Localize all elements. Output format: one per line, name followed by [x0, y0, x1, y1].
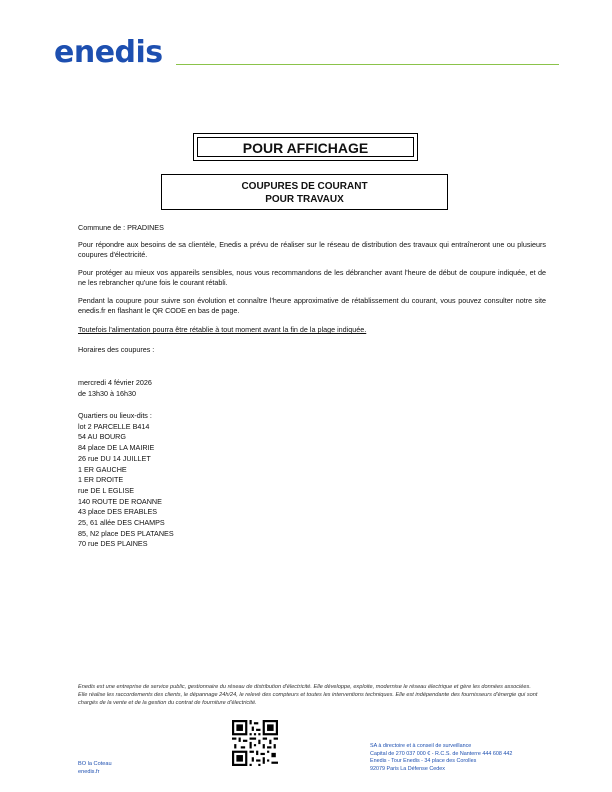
legal-line: 92079 Paris La Défense Cedex — [370, 765, 445, 772]
list-item: lot 2 PARCELLE B414 — [78, 421, 150, 431]
enedis-logo: enedis — [54, 35, 163, 70]
list-item: rue DE L EGLISE — [78, 485, 135, 495]
list-item: 140 ROUTE DE ROANNE — [78, 496, 162, 506]
website-link[interactable]: enedis.fr — [78, 769, 100, 775]
list-item: 43 place DES ERABLES — [78, 507, 158, 517]
notice-title-line1: COUPURES DE COURANT — [241, 181, 368, 192]
enedis-description: Enedis est une entreprise de service public, gestionnaire du réseau de distribution d'électricité. Elle développe, exploite, modernise le réseau électrique et gère les données associées. Elle réalise les raccordements des clients, le dépannage 24h/24, le relevé des compteurs et toutes les interventions techniques. Elle est indépendante des fournisseurs d'énergie qui sont chargés de la vente et de la gestion du contrat de fourniture d'électricité. — [78, 684, 538, 706]
list-item: 26 rue DU 14 JUILLET — [78, 453, 151, 463]
paragraph-protect: Pour protéger au mieux vos appareils sensibles, nous vous recommandons de les débrancher avant l'heure de début de coupure indiquée, et de ne les rebrancher qu'une fois le courant rétabli. — [78, 268, 546, 287]
legal-line: Capital de 270 037 000 € - R.C.S. de Nanterre 444 608 442 — [370, 750, 513, 757]
horaires-label: Horaires des coupures : — [78, 345, 155, 354]
pour-affichage-label: POUR AFFICHAGE — [197, 137, 414, 157]
legal-line: SA à directoire et à conseil de surveillance — [370, 743, 472, 749]
list-item: 1 ER DROITE — [78, 475, 124, 485]
list-item: 70 rue DES PLAINES — [78, 539, 148, 549]
warning-line: Toutefois l'alimentation pourra être rétablie à tout moment avant la fin de la plage indiquée. — [78, 325, 367, 334]
list-item: 1 ER GAUCHE — [78, 464, 127, 474]
paragraph-followup: Pendant la coupure pour suivre son évolution et connaître l'heure approximative de rétablissement du courant, vous pouvez consulter notre site enedis.fr en flashant le QR CODE en bas de page. — [78, 296, 546, 315]
address-line: BO la Coteau — [78, 761, 112, 767]
legal-line: Enedis - Tour Enedis - 34 place des Corolles — [370, 758, 477, 765]
paragraph-intro: Pour répondre aux besoins de sa clientèle, Enedis a prévu de réaliser sur le réseau de distribution des travaux qui entraîneront une ou plusieurs coupures d'électricité. — [78, 240, 546, 259]
quartiers-label: Quartiers ou lieux-dits : — [78, 411, 152, 420]
commune-line: Commune de : PRADINES — [78, 223, 164, 232]
pour-affichage-box — [193, 133, 418, 161]
list-item: 54 AU BOURG — [78, 432, 126, 442]
notice-title-box — [161, 174, 448, 210]
outage-date: mercredi 4 février 2026 — [78, 378, 152, 387]
legal-info — [370, 743, 512, 773]
outage-time: de 13h30 à 16h30 — [78, 388, 136, 398]
quartiers-list — [78, 411, 174, 550]
list-item: 25, 61 allée DES CHAMPS — [78, 518, 165, 528]
list-item: 85, N2 place DES PLATANES — [78, 528, 174, 538]
notice-title-line2: POUR TRAVAUX — [265, 194, 344, 205]
footer-address — [78, 760, 112, 776]
outage-schedule — [78, 378, 152, 399]
qr-code-icon[interactable] — [232, 720, 278, 766]
list-item: 84 place DE LA MAIRIE — [78, 443, 155, 453]
header-divider — [176, 64, 559, 65]
